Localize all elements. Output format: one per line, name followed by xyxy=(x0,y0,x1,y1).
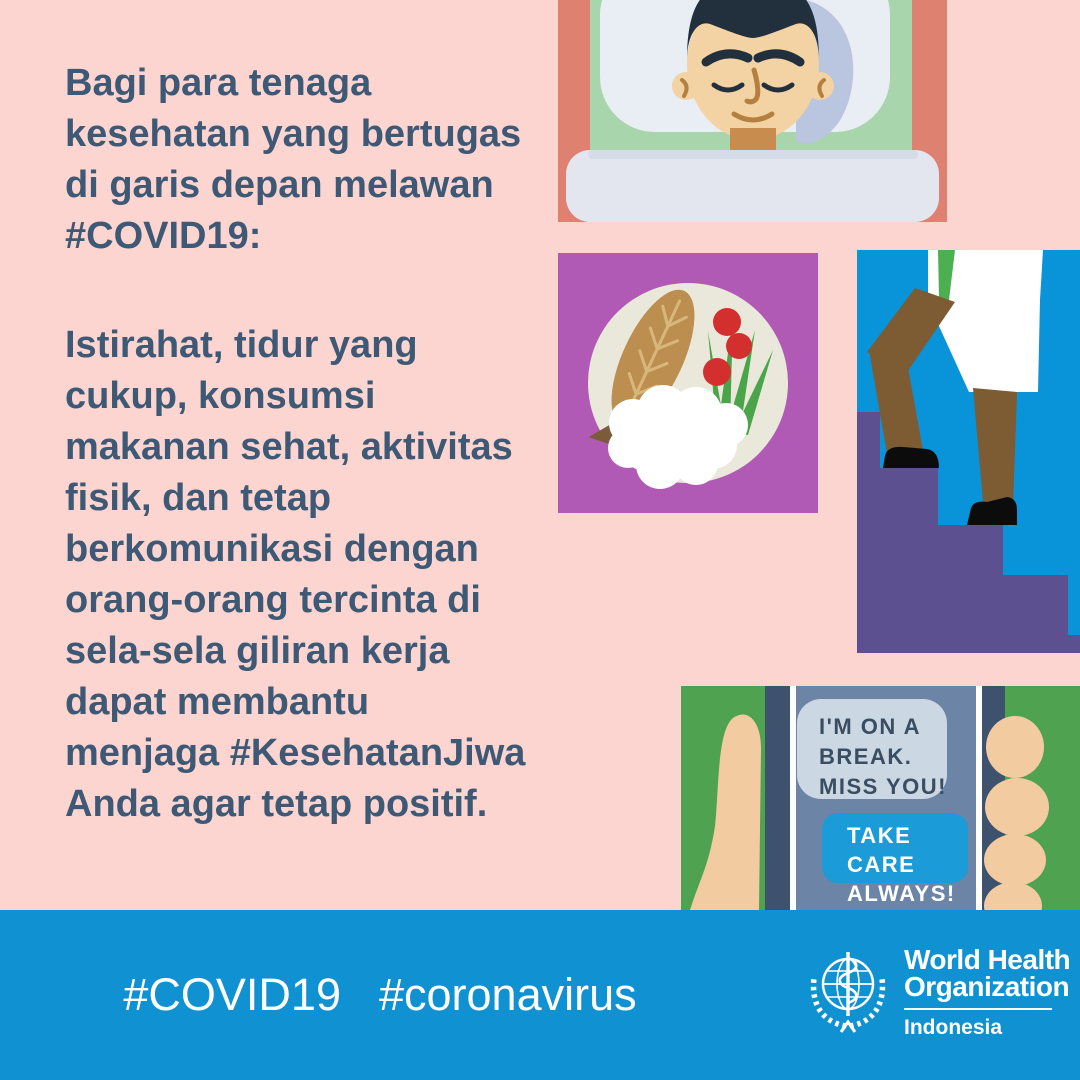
phone-illustration xyxy=(681,686,1080,910)
sleep-illustration xyxy=(558,0,947,222)
hashtag-covid19: #COVID19 xyxy=(123,969,341,1020)
message-paragraph-advice: Istirahat, tidur yang cukup, konsumsi makanan sehat, aktivitas fisik, dan tetap berkomunikasi dengan orang-orang tercinta di sela-sela giliran kerja dapat membantu menjaga #KesehatanJiwa Anda agar tetap positif. xyxy=(65,324,526,825)
stairs-illustration xyxy=(857,250,1080,653)
healthy-meal-icon xyxy=(558,253,818,513)
message-line: I'M ON A xyxy=(819,714,921,739)
who-name-line1: World Health xyxy=(904,944,1071,975)
who-wordmark xyxy=(904,946,1070,1040)
main-message xyxy=(65,58,565,830)
who-name-line2: Organization xyxy=(904,971,1070,1002)
food-illustration xyxy=(558,253,818,513)
hashtags xyxy=(0,910,760,1080)
climbing-stairs-icon xyxy=(857,250,1080,653)
hands-icon xyxy=(681,686,1080,910)
sleeping-person-icon xyxy=(558,0,947,222)
message-line: MISS YOU! xyxy=(819,774,948,799)
footer-bar xyxy=(0,910,1080,1080)
who-divider xyxy=(904,1008,1052,1010)
hashtag-coronavirus: #coronavirus xyxy=(378,969,637,1020)
message-line: ALWAYS! xyxy=(847,879,968,937)
message-paragraph-intro: Bagi para tenaga kesehatan yang bertugas di garis depan melawan #COVID19: xyxy=(65,62,522,257)
message-line: BREAK. xyxy=(819,744,913,769)
who-logo xyxy=(806,946,1070,1040)
who-emblem-icon xyxy=(806,946,890,1034)
who-region: Indonesia xyxy=(904,1016,1003,1039)
message-line: TAKE CARE xyxy=(847,823,916,877)
